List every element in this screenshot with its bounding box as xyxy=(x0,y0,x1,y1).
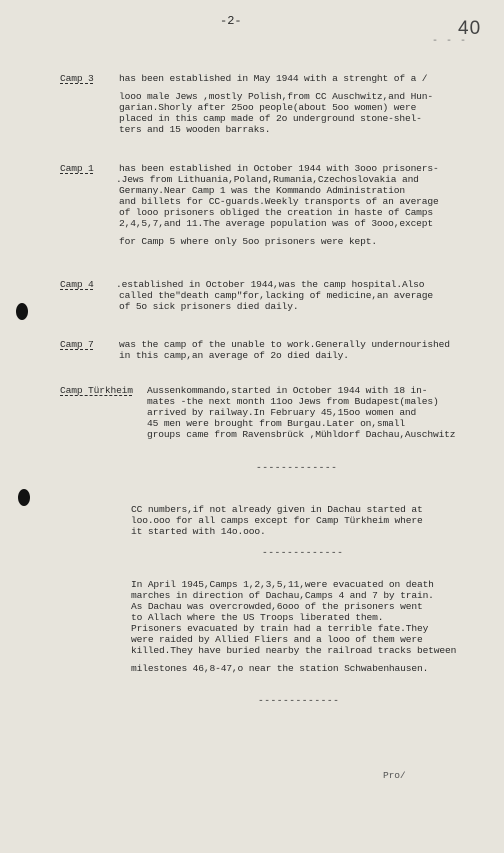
evacuation-line-1: In April 1945,Camps 1,2,3,5,11,were evacuated on death xyxy=(131,579,434,590)
camp-7-line-2: in this camp,an average of 2o died daily. xyxy=(119,350,349,361)
evacuation-line-5: Prisoners evacuated by train had a terrible fate.They xyxy=(131,623,429,634)
separator-line-3: ------------- xyxy=(258,695,340,706)
evacuation-line-6: were raided by Allied Fliers and a looo of them were xyxy=(131,634,423,645)
evacuation-line-8: milestones 46,8-47,o near the station Schwabenhausen. xyxy=(131,663,429,674)
camp-3-line-2: looo male Jews ,mostly Polish,from CC Auschwitz,and Hun- xyxy=(119,91,434,102)
camp-4-line-2: called the"death camp"for,lacking of medicine,an average xyxy=(119,290,434,301)
punch-hole-top xyxy=(16,303,28,320)
section-label-camp-4: Camp 4 xyxy=(60,279,94,290)
section-label-camp-1: Camp 1 xyxy=(60,163,94,174)
camp-1-line-3: Germany.Near Camp 1 was the Kommando Administration xyxy=(119,185,405,196)
evacuation-line-3: As Dachau was overcrowded,6ooo of the prisoners went xyxy=(131,601,423,612)
evacuation-line-2: marches in direction of Dachau,Camps 4 and 7 by train. xyxy=(131,590,434,601)
evacuation-line-4: to Allach where the US Troops liberated them. xyxy=(131,612,384,623)
punch-hole-bottom xyxy=(18,489,30,506)
handwritten-page-number: 40 xyxy=(458,18,482,39)
camp-4-line-1: .established in October 1944,was the camp hospital.Also xyxy=(116,279,425,290)
cc-numbers-line-2: loo.ooo for all camps except for Camp Türkheim where xyxy=(131,515,423,526)
section-label-camp-turkheim: Camp Türkheim xyxy=(60,385,133,396)
section-label-camp-3: Camp 3 xyxy=(60,73,94,84)
camp-3-line-5: ters and 15 wooden barraks. xyxy=(119,124,271,135)
camp-1-line-1: has been established in October 1944 with 3ooo prisoners- xyxy=(119,163,439,174)
camp-1-line-2: .Jews from Lithuania,Poland,Rumania,Czechoslovakia and xyxy=(116,174,419,185)
separator-line-1: ------------- xyxy=(256,462,338,473)
camp-3-line-4: placed in this camp made of 2o underground stone-shel- xyxy=(119,113,422,124)
camp-turkheim-line-4: 45 men were brought from Burgau.Later on,small xyxy=(147,418,405,429)
separator-line-2: ------------- xyxy=(262,547,344,558)
camp-3-line-3: garian.Shorly after 25oo people(about 5oo women) were xyxy=(119,102,417,113)
camp-1-line-7: for Camp 5 where only 5oo prisoners were kept. xyxy=(119,236,377,247)
corner-dashes: - - - xyxy=(432,36,468,47)
camp-1-line-5: of looo prisoners obliged the creation in haste of Camps xyxy=(119,207,434,218)
cc-numbers-line-1: CC numbers,if not already given in Dachau started at xyxy=(131,504,423,515)
camp-turkheim-line-2: mates -the next month 11oo Jews from Budapest(males) xyxy=(147,396,439,407)
camp-4-line-3: of 5o sick prisoners died daily. xyxy=(119,301,299,312)
camp-turkheim-line-5: groups came from Ravensbrück ,Mühldorf Dachau,Auschwitz xyxy=(147,429,456,440)
cc-numbers-line-3: it started with 14o.ooo. xyxy=(131,526,266,537)
continuation-marker: Pro/ xyxy=(383,770,406,781)
camp-3-line-1: has been established in May 1944 with a strenght of a / xyxy=(119,73,428,84)
evacuation-line-7: killed.They have buried nearby the railroad tracks between xyxy=(131,645,457,656)
camp-1-line-4: and billets for CC-guards.Weekly transports of an average xyxy=(119,196,439,207)
camp-1-line-6: 2,4,5,7,and 11.The average population was of 3ooo,except xyxy=(119,218,434,229)
camp-turkheim-line-1: Aussenkommando,started in October 1944 with 18 in- xyxy=(147,385,428,396)
page-number: -2- xyxy=(220,14,242,28)
camp-turkheim-line-3: arrived by railway.In February 45,15oo women and xyxy=(147,407,417,418)
camp-7-line-1: was the camp of the unable to work.Generally undernourished xyxy=(119,339,450,350)
section-label-camp-7: Camp 7 xyxy=(60,339,94,350)
